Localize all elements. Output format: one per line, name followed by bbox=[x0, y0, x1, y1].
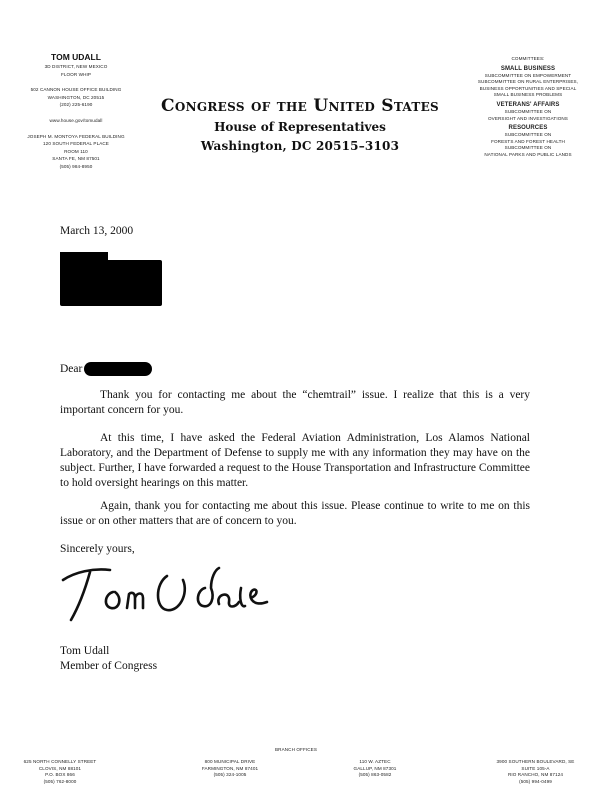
office-line: (505) 994-0499 bbox=[519, 778, 552, 784]
signature-drawing bbox=[55, 558, 275, 633]
office-line: SUITE 105-A bbox=[521, 765, 550, 771]
signer-block bbox=[60, 644, 157, 674]
dc-office-line: 502 CANNON HOUSE OFFICE BUILDING bbox=[30, 87, 122, 93]
paragraph-text: Thank you for contacting me about the “chemtrail” issue. I realize that this is a very important concern for you. bbox=[60, 389, 530, 416]
committees-heading: COMMITTEES: bbox=[511, 56, 545, 61]
subcommittee-line: OVERSIGHT AND INVESTIGATIONS bbox=[488, 115, 568, 121]
subcommittee-line: SUBCOMMITTEE ON bbox=[504, 132, 552, 138]
subcommittee-line: SUBCOMMITTEE ON RURAL ENTERPRISES, bbox=[477, 79, 579, 85]
committee-name: VETERANS' AFFAIRS bbox=[496, 101, 560, 108]
committee-name: RESOURCES bbox=[508, 125, 548, 132]
letterhead bbox=[150, 96, 450, 153]
district-office-line: SANTA FE, NM 87501 bbox=[52, 156, 100, 162]
office-line: CLOVIS, NM 88101 bbox=[38, 765, 82, 771]
office-line: 110 W. AZTEC bbox=[359, 759, 391, 764]
subcommittee-line: SMALL BUSINESS PROBLEMS bbox=[493, 92, 563, 98]
office-gallup bbox=[330, 760, 420, 780]
member-name: TOM UDALL bbox=[51, 52, 101, 62]
office-line: RIO RANCHO, NM 87124 bbox=[507, 772, 564, 778]
redacted-address-block bbox=[60, 260, 162, 306]
letter-date: March 13, 2000 bbox=[60, 225, 134, 237]
subcommittee-line: NATIONAL PARKS AND PUBLIC LANDS bbox=[484, 151, 572, 157]
member-floor: FLOOR WHIP bbox=[60, 71, 92, 77]
signer-name: Tom Udall bbox=[60, 645, 110, 657]
office-line: (505) 762-8000 bbox=[43, 778, 77, 784]
redacted-recipient-name bbox=[84, 362, 152, 376]
dc-office-line: WASHINGTON, DC 20515 bbox=[47, 94, 105, 100]
signature-text: Tom Udall bbox=[55, 558, 60, 559]
subcommittee-line: FORESTS AND FOREST HEALTH bbox=[491, 138, 565, 144]
subcommittee-line: SUBCOMMITTEE ON bbox=[504, 108, 552, 114]
office-line: (505) 324-1005 bbox=[213, 772, 247, 778]
letterhead-house: House of Representatives bbox=[214, 120, 386, 134]
office-line: FARMINGTON, NM 87401 bbox=[201, 765, 259, 771]
paragraph-text: At this time, I have asked the Federal Aviation Administration, Los Alamos National Laboratory, and the Department of Defense to supply me with any information they may have on the subject. Further, I have forwarded a request to the House Transportation and Infrastructure Committee to hold oversight hearings on this matter. bbox=[60, 432, 530, 489]
district-office-line: ROOM 110 bbox=[64, 148, 88, 154]
district-office-line: 120 SOUTH FEDERAL PLACE bbox=[43, 141, 109, 147]
office-line: 3900 SOUTHERN BOULEVARD, SE bbox=[496, 759, 575, 764]
committee-name: SMALL BUSINESS bbox=[500, 65, 556, 72]
office-clovis bbox=[10, 760, 110, 786]
letterhead-congress: Congress of the United States bbox=[161, 96, 439, 116]
district-office-line: JOSEPH M. MONTOYA FEDERAL BUILDING bbox=[27, 133, 125, 139]
letterhead-address: Washington, DC 20515–3103 bbox=[200, 139, 400, 153]
salutation: Dear bbox=[60, 363, 83, 375]
branch-offices-heading: BRANCH OFFICES bbox=[275, 747, 317, 752]
closing: Sincerely yours, bbox=[60, 543, 135, 555]
paragraph-1 bbox=[60, 388, 530, 418]
subcommittee-line: SUBCOMMITTEE ON bbox=[504, 145, 552, 151]
member-district: 3D DISTRICT, NEW MEXICO bbox=[44, 64, 108, 69]
office-line: 625 NORTH CONNELLY STREET bbox=[23, 759, 97, 764]
office-rio-rancho bbox=[478, 760, 593, 786]
committees-column bbox=[466, 57, 590, 160]
member-website: www.house.gov/tomudall bbox=[49, 117, 103, 123]
office-line: 800 MUNICIPAL DRIVE bbox=[204, 759, 256, 764]
office-line: P.O. BOX 866 bbox=[45, 772, 75, 778]
signer-title: Member of Congress bbox=[60, 660, 158, 672]
member-info-column bbox=[12, 52, 140, 173]
subcommittee-line: BUSINESS OPPORTUNITIES AND SPECIAL bbox=[479, 85, 577, 91]
office-line: GALLUP, NM 87301 bbox=[353, 765, 397, 771]
paragraph-text: Again, thank you for contacting me about this issue. Please continue to write to me on this issue or on other matters that are of concern to you. bbox=[60, 500, 530, 527]
district-office-line: (505) 984-8950 bbox=[59, 163, 93, 169]
dc-office-line: (202) 225-6190 bbox=[59, 102, 93, 108]
office-line: (505) 863-0582 bbox=[358, 772, 392, 778]
office-farmington bbox=[180, 760, 280, 780]
paragraph-3 bbox=[60, 499, 530, 529]
paragraph-2 bbox=[60, 431, 530, 491]
subcommittee-line: SUBCOMMITTEE ON EMPOWERMENT bbox=[484, 72, 572, 78]
